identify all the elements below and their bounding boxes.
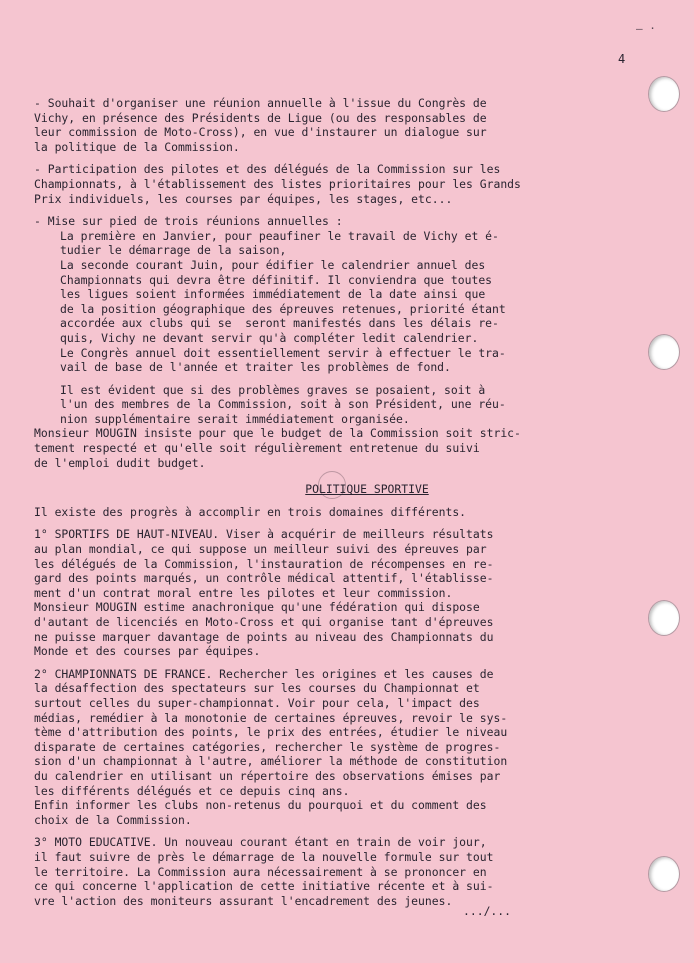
text-line: au plan mondial, ce qui suppose un meilleur suivi des épreuves par [34, 542, 487, 557]
text-line: la désaffection des spectateurs sur les courses du Championnat et [34, 681, 480, 696]
text-line: La première en Janvier, pour peaufiner le travail de Vichy et é- [60, 228, 499, 243]
text-line: ne puisse marquer davantage de points au niveau des Championnats du [34, 629, 494, 644]
text-line: 2° CHAMPIONNATS DE FRANCE. Rechercher les origines et les causes de [34, 666, 494, 681]
text-line: La seconde courant Juin, pour édifier le calendrier annuel des [60, 257, 486, 272]
text-line: la politique de la Commission. [34, 139, 240, 154]
text-line: - Souhait d'organiser une réunion annuelle à l'issue du Congrès de [34, 96, 487, 110]
text-line: tème d'attribution des points, le prix des entrées, étudier le niveau [34, 725, 508, 740]
text-line: ce qui concerne l'application de cette initiative récente et à sui- [34, 879, 494, 894]
text-line: 1° SPORTIFS DE HAUT-NIVEAU. Viser à acquérir de meilleurs résultats [34, 527, 494, 542]
text-line: disparate de certaines catégories, rechercher le système de progres- [34, 739, 501, 754]
text-line: quis, Vichy ne devant servir qu'à compléter ledit calendrier. [60, 330, 479, 345]
text-line: - Mise sur pied de trois réunions annuelles : [34, 214, 343, 229]
text-line: Enfin informer les clubs non-retenus du pourquoi et du comment des [34, 798, 487, 813]
paragraph-reunion-annuelle [34, 96, 630, 154]
text-line: Vichy, en présence des Présidents de Ligue (ou des responsables de [34, 110, 487, 125]
text-line: choix de la Commission. [34, 812, 192, 827]
paragraph-championnats-de-france [34, 667, 630, 828]
text-line: nion supplémentaire serait immédiatement organisée. [60, 411, 410, 426]
text-line: accordée aux clubs qui se seront manifestés dans les délais re- [60, 316, 499, 331]
text-line: gard des points marqués, un contrôle médical attentif, l'établisse- [34, 571, 494, 586]
text-line: Championnats, à l'établissement des listes prioritaires pour les Grands [34, 176, 521, 191]
paragraph-sportifs-haut-niveau [34, 527, 630, 658]
text-line: du calendrier en utilisant un répertoire des observations émises par [34, 768, 501, 783]
continuation-mark: .../... [463, 904, 512, 918]
text-line: d'autant de licenciés en Moto-Cross et qui organise tant d'épreuves [34, 615, 494, 629]
section-title-text: POLITIQUE SPORTIVE [305, 482, 429, 497]
text-line: surtout celles du super-championnat. Voir pour cela, l'impact des [34, 695, 480, 710]
text-line: 3° MOTO EDUCATIVE. Un nouveau courant étant en train de voir jour, [34, 835, 487, 850]
page-number: 4 [618, 52, 626, 66]
paragraph-trois-reunions [34, 214, 630, 426]
document-body [34, 96, 630, 908]
text-line: les délégués de la Commission, l'instauration de récompenses en re- [34, 556, 494, 571]
text-line: Il existe des progrès à accomplir en trois domaines différents. [34, 504, 467, 519]
text-line: vre l'action des moniteurs assurant l'encadrement des jeunes. [34, 893, 453, 908]
text-line: le territoire. La Commission aura nécessairement à se prononcer en [34, 864, 487, 879]
text-line: vail de base de l'année et traiter les problèmes de fond. [60, 360, 451, 375]
punch-hole-icon [648, 334, 680, 370]
text-line: Monde et des courses par équipes. [34, 644, 261, 659]
corner-mark: — · [636, 22, 656, 35]
paragraph-budget [34, 426, 630, 470]
text-line: il faut suivre de près le démarrage de la nouvelle formule sur tout [34, 849, 494, 864]
text-line: ment d'un contrat moral entre les pilotes et leur commission. [34, 585, 453, 600]
punch-hole-icon [648, 600, 680, 636]
paragraph-participation [34, 162, 630, 206]
text-line: Monsieur MOUGIN insiste pour que le budget de la Commission soit stric- [34, 426, 521, 441]
text-line: Le Congrès annuel doit essentiellement servir à effectuer le tra- [60, 345, 506, 360]
section-title [34, 482, 630, 497]
text-line: Monsieur MOUGIN estime anachronique qu'une fédération qui dispose [34, 600, 480, 615]
text-line: de l'emploi dudit budget. [34, 455, 206, 470]
text-line: Prix individuels, les courses par équipes, les stages, etc... [34, 191, 453, 206]
text-line: les différents délégués et ce depuis cinq ans. [34, 783, 350, 798]
text-line: tement respecté et qu'elle soit régulièrement entretenue du suivi [34, 441, 480, 456]
text-line: - Participation des pilotes et des délégués de la Commission sur les [34, 162, 501, 177]
text-line: sion d'un championnat à l'autre, améliorer la méthode de constitution [34, 754, 508, 769]
text-line: médias, remédier à la monotonie de certaines épreuves, revoir le sys- [34, 710, 508, 725]
text-line: Championnats qui devra être définitif. Il conviendra que toutes [60, 272, 493, 287]
text-line: Il est évident que si des problèmes graves se posaient, soit à [60, 382, 486, 397]
text-line: les ligues soient informées immédiatement de la date ainsi que [60, 287, 486, 302]
text-line: tudier le démarrage de la saison, [60, 243, 287, 258]
punch-hole-icon [648, 856, 680, 892]
punch-hole-icon [648, 76, 680, 112]
paragraph-moto-educative [34, 835, 630, 908]
text-line: de la position géographique des épreuves retenues, priorité étant [60, 301, 506, 316]
text-line: l'un des membres de la Commission, soit à son Président, une réu- [60, 397, 506, 412]
text-line: leur commission de Moto-Cross), en vue d'instaurer un dialogue sur [34, 125, 487, 140]
